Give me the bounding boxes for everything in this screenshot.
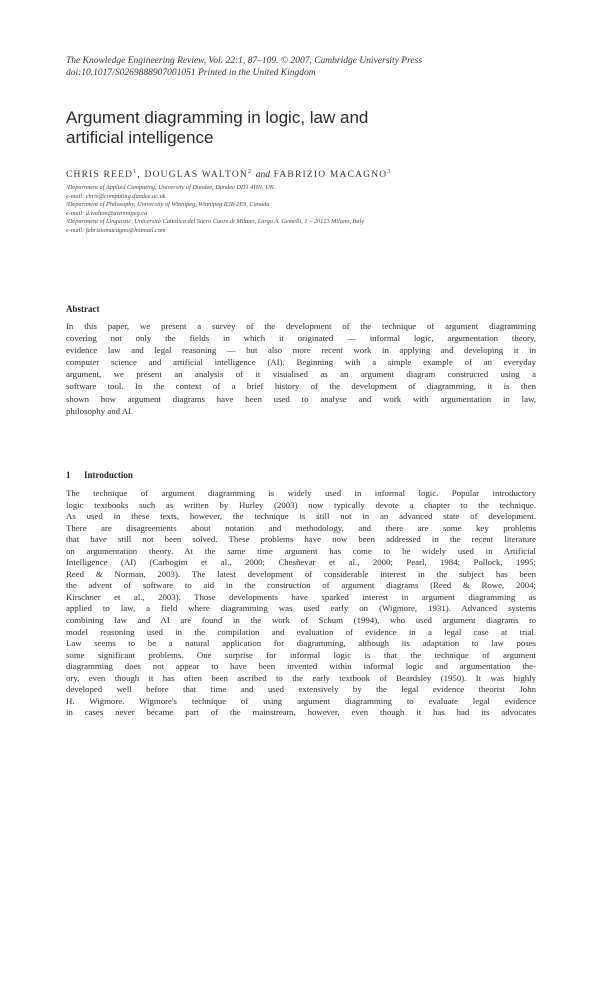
abstract-line: philosophy and AI. [66, 405, 134, 416]
affiliation-line: ³Department of Linguistic, Università Cattolica del Sacro Cuore di Milano, Largo A. Gemelli, 1 – 20123 Milano, Italy [66, 218, 365, 226]
affiliation-email: e-mail: fabriziomacagno@hotmail.com [66, 226, 166, 234]
author-affiliation-mark: 2 [247, 168, 253, 175]
section-number: 1 [66, 470, 71, 480]
abstract-line: evidence law and legal reasoning — but also more recent work in applying and developing it in [66, 345, 536, 356]
author-conjunction: and [255, 170, 271, 180]
affiliation-email: e-mail: chris@computing.dundee.ac.uk [66, 192, 166, 200]
affiliations [66, 184, 536, 236]
body-line: that have still not been solved. These problems have now been addressed in the recent literature [66, 534, 536, 545]
abstract-line: argument, we present an analysis of it visualised as an argument diagram constructed using a [66, 369, 536, 380]
affiliation-line: ¹Department of Applied Computing, University of Dundee, Dundee DD1 4HN, UK [66, 184, 274, 191]
affiliation-email: e-mail: d.walton@uwinnipeg.ca [66, 209, 148, 217]
paper-title-line-2: artificial intelligence [66, 128, 214, 147]
author-list: CHRIS REED$^1$, DOUGLAS WALTON$^2$ and FABRIZIO MACAGNO$^3$ [66, 168, 392, 180]
journal-header [66, 56, 536, 79]
author-name: FABRIZIO MACAGNO [273, 170, 388, 180]
abstract-body [66, 320, 536, 417]
abstract-line: shown how argument diagrams have been used to analyse and work with argumentation in law, [66, 393, 536, 404]
abstract-line: computer science and artificial intelligence (AI). Beginning with a simple example of an everyday [66, 357, 536, 368]
abstract-heading: Abstract [66, 304, 100, 314]
section-heading [66, 470, 133, 480]
body-line: ory, even though it has often been ascribed to the early textbook of Beardsley (1950). It was highly [66, 672, 536, 683]
body-line: diagramming does not appear to have been invented within informal logic and argumentation the- [66, 661, 536, 672]
section-title: Introduction [84, 470, 133, 480]
body-line: The technique of argument diagramming is widely used in informal logic. Popular introductory [66, 488, 536, 498]
body-line: applied to law, a field where diagramming was used early on (Wigmore, 1931). Advanced systems [66, 603, 536, 614]
body-line: in cases never became part of the mainstream, however, even though it has had its advocates [66, 707, 536, 718]
body-line: Kirschner et al., 2003). Those developments have sparked interest in argument diagramming as [66, 591, 536, 602]
paper-title-line-1: Argument diagramming in logic, law and [66, 108, 369, 127]
author-name: DOUGLAS WALTON [144, 170, 248, 180]
body-line: H. Wigmore. Wigmore's technique of using argument diagramming to evaluate legal evidence [66, 695, 536, 706]
body-line: model reasoning used in the compilation and evaluation of evidence in a legal case at trial. [66, 626, 536, 637]
journal-citation: The Knowledge Engineering Review, Vol. 22:1, 87–109. © 2007, Cambridge University Press [66, 56, 423, 66]
author-affiliation-mark: 1 [133, 168, 138, 175]
introduction-body [66, 488, 536, 719]
body-line: Reed & Norman, 2003). The latest development of considerable interest in the subject has been [66, 568, 536, 579]
affiliation-line: ²Department of Philosophy, University of Winnipeg, Winnipeg R3B 2E9, Canada [66, 201, 270, 209]
abstract-line: software tool. In the context of a brief history of the development of diagramming, it is then [66, 381, 536, 392]
body-line: developed well before that time and used extensively by the legal evidence theorist John [66, 684, 536, 695]
body-line: There are disagreements about notation and methodology, and there are some key problems [66, 522, 536, 533]
body-line: some significant problems. One surprise for informal logic is that the technique of argument [66, 649, 536, 660]
paper-title [66, 108, 536, 148]
abstract-line: In this paper, we present a survey of the development of the technique of argument diagramming [66, 321, 536, 331]
journal-doi: doi:10.1017/S0269888907001051 Printed in the United Kingdom [66, 67, 316, 78]
body-line: combining law and AI are found in the work of Schum (1994), who used argument diagrams to [66, 615, 536, 626]
body-line: on argumentation theory. At the same time argument has come to be widely used in Artificial [66, 545, 536, 556]
body-line: the advent of software to aid in the construction of argument diagrams (Reed & Rowe, 2004; [66, 580, 536, 591]
body-line: Intelligence (AI) (Carbogim et al., 2000; Chesñevar et al., 2000; Pearl, 1984; Pollock, 1995; [66, 557, 536, 568]
body-line: Law seems to be a natural application for diagramming, although its adaptation to law poses [66, 638, 536, 649]
body-line: logic textbooks such as written by Hurley (2003) now typically devote a chapter to the technique. [66, 499, 536, 510]
abstract-line: covering not only the fields in which it originated — informal logic, argumentation theory, [66, 333, 536, 344]
body-line: As used in these texts, however, the technique is still not in an advanced state of development. [66, 511, 536, 522]
author-affiliation-mark: 3 [387, 168, 392, 175]
author-name: CHRIS REED [66, 170, 134, 180]
